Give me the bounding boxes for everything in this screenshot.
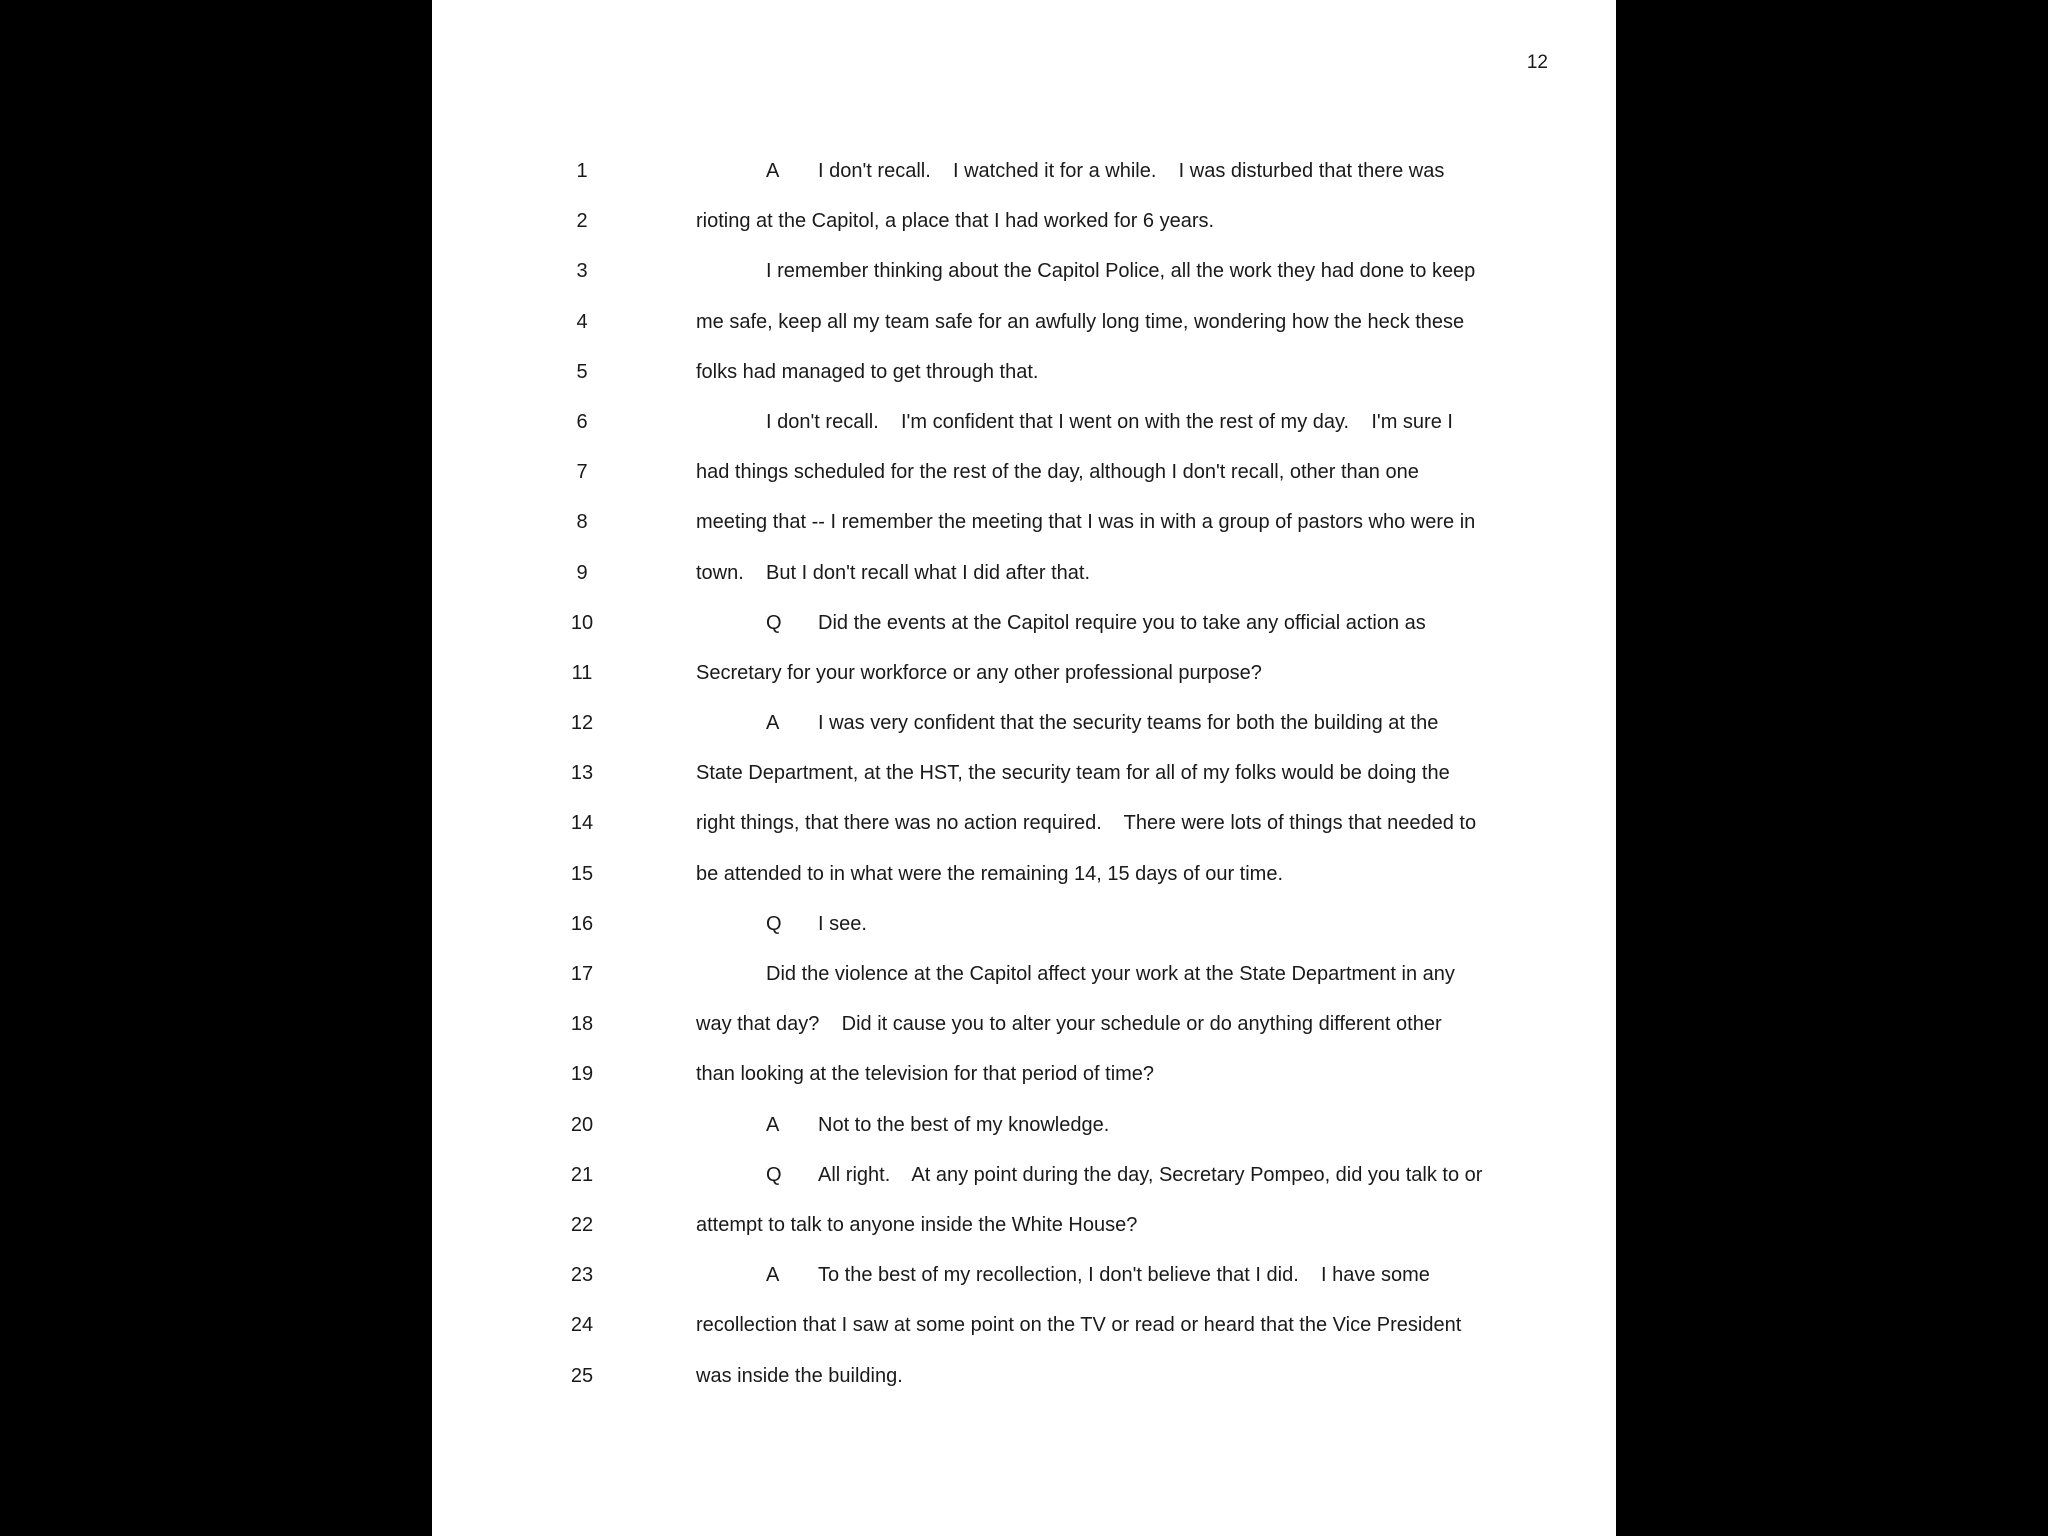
line-text: Secretary for your workforce or any other professional purpose?	[696, 661, 1262, 684]
line-number: 6	[576, 410, 588, 433]
line-number: 23	[570, 1264, 594, 1287]
transcript-line	[432, 698, 1616, 748]
transcript-line	[432, 849, 1616, 899]
line-text	[766, 698, 1438, 748]
line-text: me safe, keep all my team safe for an awfully long time, wondering how the heck these	[696, 310, 1465, 333]
transcript-line	[432, 899, 1616, 949]
line-number: 10	[570, 611, 594, 634]
speaker-label: A	[766, 1113, 780, 1136]
transcript-line	[432, 397, 1616, 447]
line-number: 1	[576, 160, 588, 182]
line-number: 21	[570, 1163, 594, 1186]
line-body: Did the events at the Capitol require you to take any official action as	[818, 611, 1426, 634]
transcript-line	[432, 1049, 1616, 1099]
line-number: 17	[570, 963, 594, 985]
line-text: was inside the building.	[696, 1364, 903, 1387]
line-number: 20	[570, 1113, 594, 1136]
line-body: Not to the best of my knowledge.	[818, 1113, 1110, 1136]
line-text: I don't recall. I'm confident that I went on with the rest of my day. I'm sure I	[766, 410, 1453, 433]
transcript-line	[432, 246, 1616, 296]
line-number: 7	[576, 461, 588, 484]
line-number: 22	[570, 1213, 594, 1236]
transcript-line	[432, 447, 1616, 497]
line-text	[766, 1100, 1109, 1150]
line-number: 15	[570, 862, 594, 885]
line-number: 3	[576, 260, 588, 283]
transcript-line	[432, 1351, 1616, 1401]
speaker-label: Q	[766, 912, 782, 935]
line-number: 19	[570, 1063, 594, 1086]
line-text: I remember thinking about the Capitol Police, all the work they had done to keep	[766, 260, 1476, 283]
line-text: than looking at the television for that period of time?	[696, 1063, 1155, 1086]
line-text: meeting that -- I remember the meeting that I was in with a group of pastors who were in	[696, 511, 1476, 534]
transcript-line	[432, 1300, 1616, 1350]
line-text: Did the violence at the Capitol affect your work at the State Department in any	[766, 963, 1455, 985]
line-text	[766, 1150, 1482, 1200]
line-number: 12	[570, 712, 594, 735]
speaker-label: Q	[766, 611, 782, 634]
speaker-label: A	[766, 1264, 780, 1287]
transcript-line	[432, 1250, 1616, 1300]
transcript-line	[432, 798, 1616, 848]
transcript-line	[432, 648, 1616, 698]
transcript-line	[432, 999, 1616, 1049]
transcript-line	[432, 347, 1616, 397]
line-text: rioting at the Capitol, a place that I had worked for 6 years.	[696, 210, 1215, 233]
line-text: had things scheduled for the rest of the day, although I don't recall, other than one	[696, 461, 1419, 484]
transcript-line	[432, 548, 1616, 598]
transcript-line	[432, 1100, 1616, 1150]
line-text	[766, 146, 1444, 196]
line-body: To the best of my recollection, I don't believe that I did. I have some	[818, 1264, 1430, 1287]
line-body: All right. At any point during the day, Secretary Pompeo, did you talk to or	[818, 1163, 1483, 1186]
line-text: State Department, at the HST, the security team for all of my folks would be doing the	[696, 762, 1450, 785]
transcript-line	[432, 1150, 1616, 1200]
line-number: 11	[571, 661, 593, 684]
line-number: 9	[576, 561, 588, 584]
speaker-label: A	[766, 712, 780, 735]
line-number: 14	[570, 812, 594, 835]
line-text: attempt to talk to anyone inside the White House?	[696, 1213, 1138, 1236]
line-number: 4	[576, 310, 588, 333]
line-number: 24	[570, 1314, 594, 1337]
line-number: 16	[570, 912, 594, 935]
line-text	[766, 598, 1426, 648]
line-text	[766, 899, 867, 949]
line-number: 13	[570, 762, 594, 785]
line-text: right things, that there was no action required. There were lots of things that needed to	[696, 812, 1477, 835]
speaker-label: Q	[766, 1163, 782, 1186]
transcript-line	[432, 196, 1616, 246]
line-text: folks had managed to get through that.	[696, 360, 1039, 383]
transcript-page	[432, 0, 1616, 1536]
transcript-line	[432, 1200, 1616, 1250]
transcript-line	[432, 949, 1616, 999]
line-text: recollection that I saw at some point on the TV or read or heard that the Vice President	[696, 1314, 1462, 1337]
line-body: I don't recall. I watched it for a while. I was disturbed that there was	[818, 160, 1445, 182]
transcript-lines	[432, 146, 1616, 1401]
line-number: 5	[576, 360, 588, 383]
line-text	[766, 1250, 1430, 1300]
transcript-line	[432, 297, 1616, 347]
speaker-label: A	[766, 160, 780, 182]
line-text: way that day? Did it cause you to alter your schedule or do anything different other	[696, 1013, 1442, 1036]
line-number: 8	[576, 511, 588, 534]
line-number: 25	[570, 1364, 594, 1387]
line-body: I was very confident that the security teams for both the building at the	[818, 712, 1439, 735]
transcript-line	[432, 146, 1616, 196]
transcript-line	[432, 497, 1616, 547]
line-text: town. But I don't recall what I did after that.	[696, 561, 1091, 584]
page-number: 12	[1526, 52, 1548, 73]
line-number: 18	[570, 1013, 594, 1036]
line-body: I see.	[818, 912, 867, 935]
transcript-line	[432, 598, 1616, 648]
transcript-line	[432, 748, 1616, 798]
line-number: 2	[576, 210, 588, 233]
line-text: be attended to in what were the remaining 14, 15 days of our time.	[696, 862, 1284, 885]
